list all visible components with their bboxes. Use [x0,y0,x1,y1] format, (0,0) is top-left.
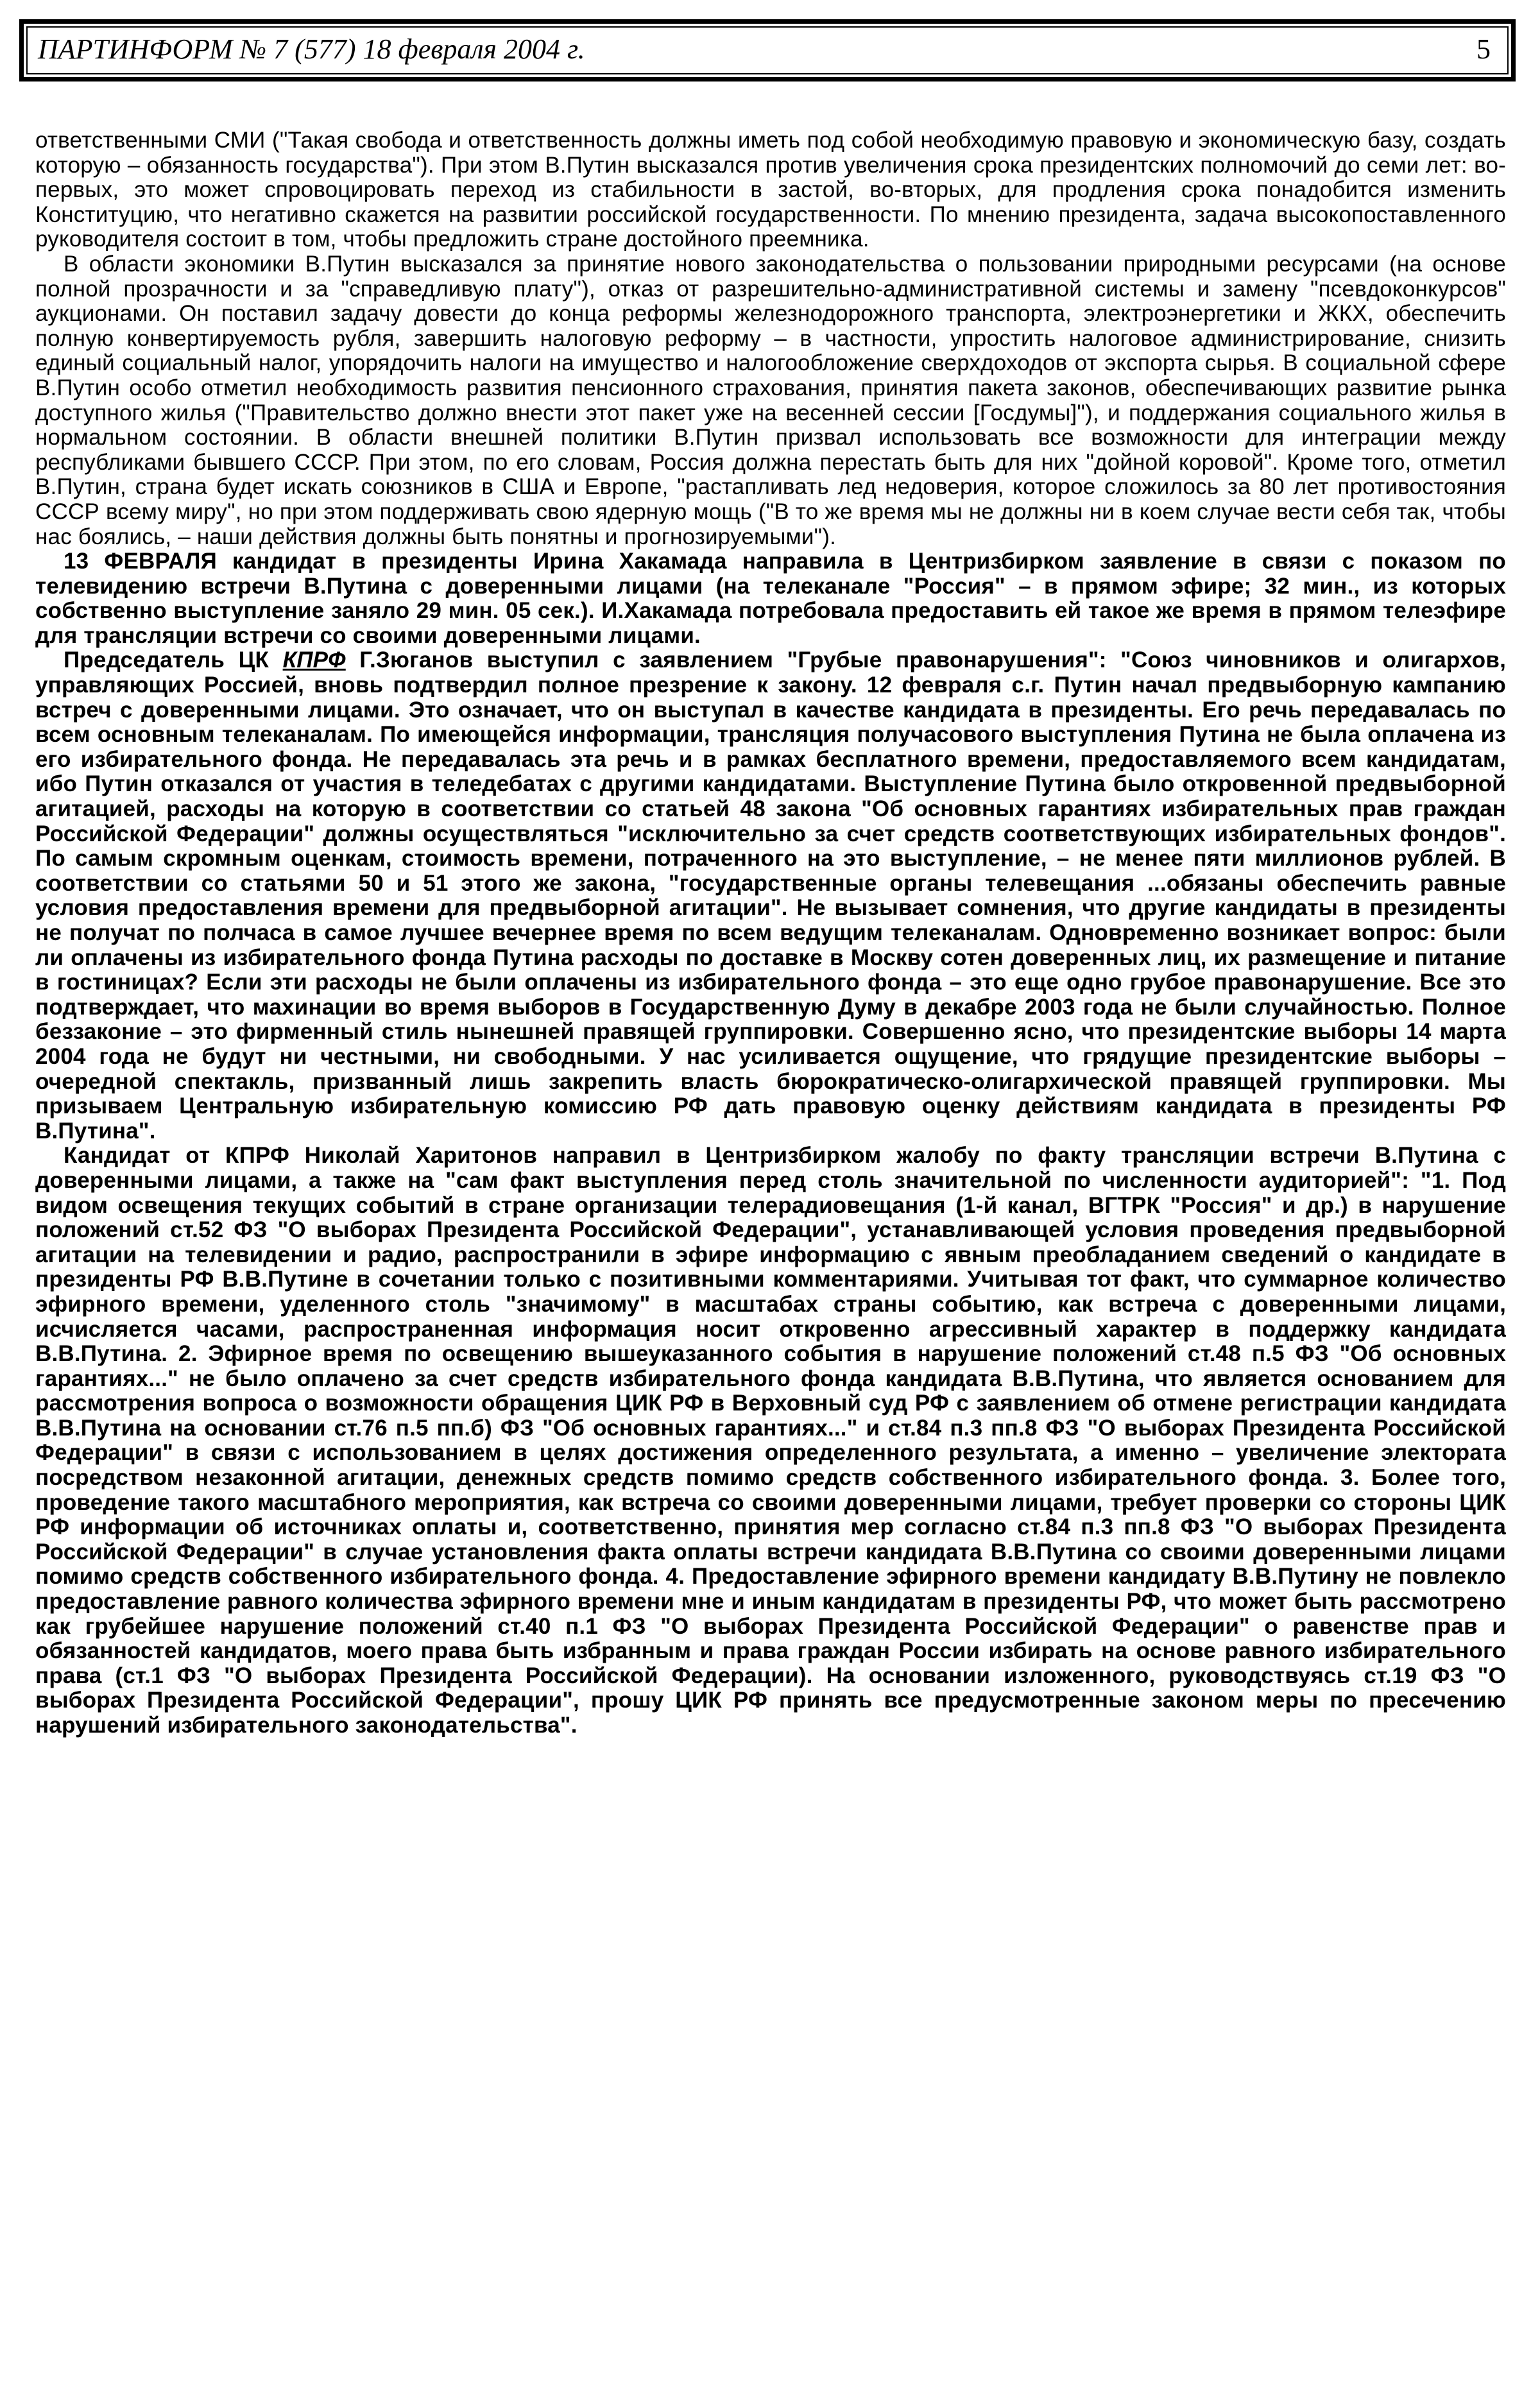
paragraph-zyuganov-statement [35,648,1506,1144]
page-header-frame [26,26,1509,74]
kprf-underlined-text: КПРФ [282,647,346,673]
paragraph-putin-media-freedom: ответственными СМИ ("Такая свобода и ответственность должны иметь под собой необходимую правовую и экономическую базу, создать которую – обязанность государства"). При этом В.Путин высказался против увеличения срока президентских полномочий до семи лет: во-первых, это может спровоцировать переход из стабильности в застой, во-вторых, для продления срока понадобится изменить Конституцию, что негативно скажется на развитии российской государственности. По мнению президента, задача высокопоставленного руководителя состоит в том, чтобы предложить стране достойного преемника. [35,128,1506,252]
page-number: 5 [1476,33,1491,65]
paragraph-hakamada-complaint: 13 ФЕВРАЛЯ кандидат в президенты Ирина Хакамада направила в Центризбирком заявление в связи с показом по телевидению встречи В.Путина с доверенными лицами (на телеканале "Россия" – в прямом эфире; 32 мин., из которых собственно выступление заняло 29 мин. 05 сек.). И.Хакамада потребовала предоставить ей такое же время в прямом телеэфире для трансляции встречи со своими доверенными лицами. [35,549,1506,648]
article-body [35,128,1506,1738]
journal-title: ПАРТИНФОРМ № 7 (577) 18 февраля 2004 г. [38,33,585,65]
paragraph-kharitonov-complaint: Кандидат от КПРФ Николай Харитонов направил в Центризбирком жалобу по факту трансляции встречи В.Путина с доверенными лицами, а также на "сам факт выступления перед столь значительной по численности аудиторией": "1. Под видом освещения текущих событий в стране организации телерадиовещания (1-й канал, ВГТРК "Россия" и др.) в нарушение положений ст.52 ФЗ "О выборах Президента Российской Федерации", устанавливающей условия проведения предвыборной агитации на телевидении и радио, распространили в эфире информацию с явным преобладанием сведений о кандидате в президенты РФ В.В.Путине в сочетании только с позитивными комментариями. Учитывая тот факт, что суммарное количество эфирного времени, уделенного столь "значимому" в масштабах страны событию, как встреча с доверенными лицами, исчисляется часами, распространенная информация носит откровенно агрессивный характер в поддержку кандидата В.В.Путина. 2. Эфирное время по освещению вышеуказанного события в нарушение положений ст.48 п.5 ФЗ "Об основных гарантиях..." не было оплачено за счет средств избирательного фонда кандидата В.В.Путина, что является основанием для рассмотрения вопроса о возможности обращения ЦИК РФ в Верховный суд РФ с заявлением об отмене регистрации кандидата В.В.Путина на основании ст.76 п.5 пп.б) ФЗ "Об основных гарантиях..." и ст.84 п.3 пп.8 ФЗ "О выборах Президента Российской Федерации" в связи с использованием в целях достижения определенного результата, а именно – увеличение электората посредством незаконной агитации, денежных средств помимо средств собственного избирательного фонда. 3. Более того, проведение такого масштабного мероприятия, как встреча со своими доверенными лицами, требует проверки со стороны ЦИК РФ информации об источниках оплаты и, соответственно, принятия мер согласно ст.84 п.3 пп.8 ФЗ "О выборах Президента Российской Федерации" в случае установления факта оплаты встречи кандидата В.В.Путина со своими доверенными лицами помимо средств собственного избирательного фонда. 4. Предоставление эфирного времени кандидату В.В.Путину не повлекло предоставление равного количества эфирного времени мне и иным кандидатам в президенты РФ, что может быть рассмотрено как грубейшее нарушение положений ст.40 п.1 ФЗ "О выборах Президента Российской Федерации" о равенстве прав и обязанностей кандидатов, моего права быть избранным и права граждан России избирать на основе равного избирательного права (ст.1 ФЗ "О выборах Президента Российской Федерации). На основании изложенного, руководствуясь ст.19 ФЗ "О выборах Президента Российской Федерации", прошу ЦИК РФ принять все предусмотренные законом меры по пресечению нарушений избирательного законодательства". [35,1143,1506,1738]
paragraph-putin-economy: В области экономики В.Путин высказался за принятие нового законодательства о пользовании природными ресурсами (на основе полной прозрачности и за "справедливую плату"), отказ от разрешительно-административной системы и замену "псевдоконкурсов" аукционами. Он поставил задачу довести до конца реформы железнодорожного транспорта, электроэнергетики и ЖКХ, обеспечить полную конвертируемость рубля, завершить налоговую реформу – в частности, упростить налоговое администрирование, снизить единый социальный налог, упорядочить налоги на имущество и налогообложение сверхдоходов от экспорта сырья. В социальной сфере В.Путин особо отметил необходимость развития пенсионного страхования, принятия пакета законов, обеспечивающих развитие рынка доступного жилья ("Правительство должно внести этот пакет уже на весенней сессии [Госдумы]"), и поддержания социального жилья в нормальном состоянии. В области внешней политики В.Путин призвал использовать все возможности для интеграции между республиками бывшего СССР. При этом, по его словам, Россия должна перестать быть для них "дойной коровой". Кроме того, отметил В.Путин, страна будет искать союзников в США и Европе, "растапливать лед недоверия, которое сложилось за 80 лет противостояния СССР всему миру", но при этом поддерживать свою ядерную мощь ("В то же время мы не должны ни в коем случае вести себя так, чтобы нас боялись, – наши действия должны быть понятны и прогнозируемыми"). [35,251,1506,549]
zyuganov-text-before-kprf: Председатель ЦК [64,647,283,673]
page-header [19,19,1516,81]
zyuganov-text-after-kprf: Г.Зюганов выступил с заявлением "Грубые правонарушения": "Союз чиновников и олигархов, управляющих Россией, вновь подтвердил полное презрение к закону. 12 февраля с.г. Путин начал предвыборную кампанию встреч с доверенными лицами. Это означает, что он выступал в качестве кандидата в президенты. Его речь передавалась по всем основным телеканалам. По имеющейся информации, трансляция получасового выступления Путина не была оплачена из его избирательного фонда. Не передавалась эта речь и в рамках бесплатного времени, предоставляемого всем кандидатам, ибо Путин отказался от участия в теледебатах с другими кандидатами. Выступление Путина было откровенной предвыборной агитацией, расходы на которую в соответствии со статьей 48 закона "Об основных гарантиях избирательных прав граждан Российской Федерации" должны осуществляться "исключительно за счет средств соответствующих избирательных фондов". По самым скромным оценкам, стоимость времени, потраченного на это выступление, – не менее пяти миллионов рублей. В соответствии со статьями 50 и 51 этого же закона, "государственные органы телевещания ...обязаны обеспечить равные условия предоставления времени для предвыборной агитации". Не вызывает сомнения, что другие кандидаты в президенты не получат по полчаса в самое лучшее вечернее время по всем ведущим телеканалам. Одновременно возникает вопрос: были ли оплачены из избирательного фонда Путина расходы по доставке в Москву сотен доверенных лиц, их размещение и питание в гостиницах? Если эти расходы не были оплачены из избирательного фонда – это еще одно грубое правонарушение. Все это подтверждает, что махинации во время выборов в Государственную Думу в декабре 2003 года не были случайностью. Полное беззаконие – это фирменный стиль нынешней правящей группировки. Совершенно ясно, что президентские выборы 14 марта 2004 года не будут ни честными, ни свободными. У нас усиливается ощущение, что грядущие президентские выборы – очередной спектакль, призванный лишь закрепить власть бюрократическо-олигархической правящей группировки. Мы призываем Центральную избирательную комиссию РФ дать правовую оценку действиям кандидата в президенты РФ В.Путина". [35,647,1506,1144]
